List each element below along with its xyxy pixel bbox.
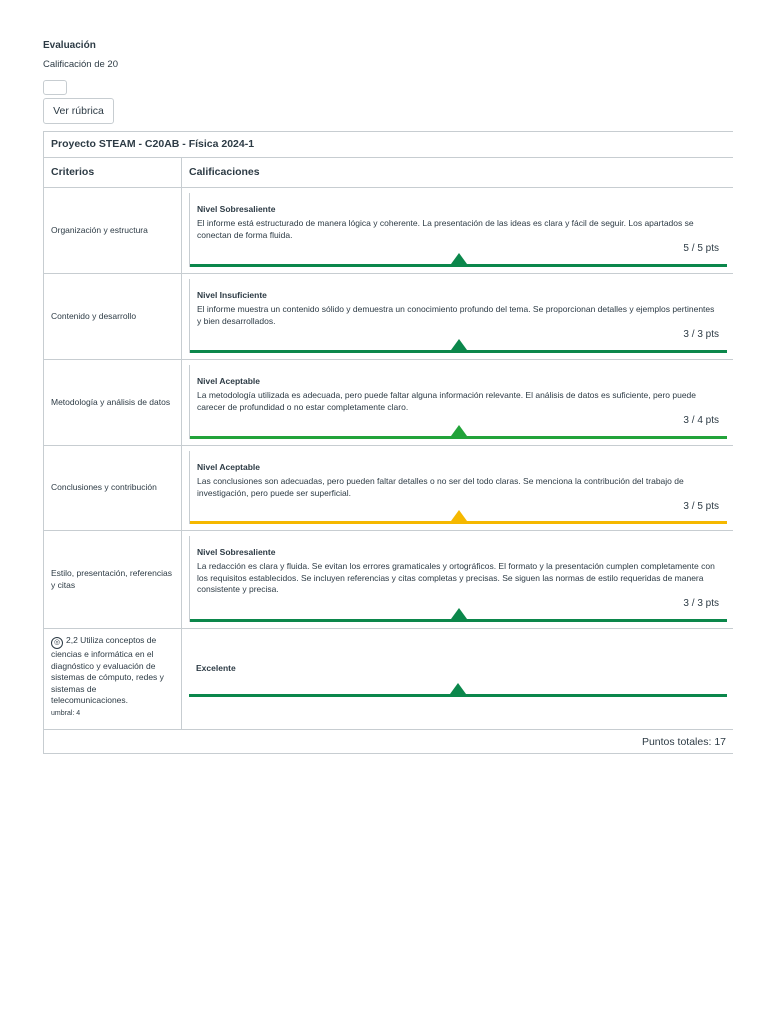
rating-selected-marker-icon: [451, 510, 467, 521]
criterion-name: Conclusiones y contribución: [44, 446, 182, 530]
grade-out-of-label: Calificación de 20: [43, 59, 118, 70]
criterion-row: [43, 188, 733, 274]
rating-description: La metodología utilizada es adecuada, pero puede faltar alguna información relevante. El análisis de datos es suficiente, pero puede carecer de profundidad o no estar completamente claro.: [197, 390, 696, 412]
rating-selected-bar: [190, 436, 727, 439]
view-rubric-button[interactable]: Ver rúbrica: [43, 98, 114, 124]
rating-selected[interactable]: [189, 451, 727, 524]
outcome-criterion: [44, 629, 182, 729]
criterion-row: [43, 446, 733, 531]
criterion-name: Metodología y análisis de datos: [44, 360, 182, 445]
rating-level: Nivel Sobresaliente: [197, 547, 276, 557]
outcome-rating-level: Excelente: [196, 663, 236, 673]
criteria-header: Criterios: [44, 158, 182, 187]
rating-description: Las conclusiones son adecuadas, pero pueden faltar detalles o no ser del todo claras. Se menciona la contribución del trabajo de investigación, pero puede ser superficial.: [197, 476, 684, 498]
rating-description: El informe está estructurado de manera lógica y coherente. La presentación de las ideas es clara y fácil de seguir. Los apartados se conectan de forma fluida.: [197, 218, 694, 240]
rating-description: El informe muestra un contenido sólido y demuestra un conocimiento profundo del tema. Se proporcionan detalles y ejemplos pertinentes y bien desarrollados.: [197, 304, 715, 326]
rating-selected[interactable]: [189, 279, 727, 353]
criterion-row: [43, 360, 733, 446]
rating-selected[interactable]: [189, 365, 727, 439]
outcome-icon: ◎: [51, 637, 63, 649]
rating-points: 3 / 3 pts: [683, 597, 719, 609]
ratings-header: Calificaciones: [189, 166, 260, 178]
criterion-row: [43, 531, 733, 629]
rating-selected[interactable]: [189, 536, 727, 622]
rating-selected-bar: [190, 350, 727, 353]
rating-selected-marker-icon: [451, 339, 467, 350]
outcome-marker-icon: [450, 683, 466, 694]
rating-selected[interactable]: [189, 193, 727, 267]
rating-selected-marker-icon: [451, 608, 467, 619]
outcome-description: 2,2 Utiliza conceptos de ciencias e informática en el diagnóstico y evaluación de sistemas de cómputo, redes y sistemas de telecomunicaciones.: [51, 635, 164, 705]
rubric-title: Proyecto STEAM - C20AB - Física 2024-1: [43, 132, 733, 158]
rating-selected-marker-icon: [451, 253, 467, 264]
rating-selected-bar: [190, 619, 727, 622]
criterion-name: Organización y estructura: [44, 188, 182, 273]
rating-level: Nivel Aceptable: [197, 462, 260, 472]
rating-selected-bar: [190, 264, 727, 267]
grade-input[interactable]: [43, 80, 67, 95]
outcome-rating-bar: [189, 694, 727, 697]
rating-level: Nivel Sobresaliente: [197, 204, 276, 214]
outcome-rating[interactable]: [189, 659, 727, 697]
rating-level: Nivel Aceptable: [197, 376, 260, 386]
rubric-table: [43, 131, 733, 754]
evaluation-title: Evaluación: [43, 40, 96, 51]
rating-points: 5 / 5 pts: [683, 243, 719, 254]
rating-points: 3 / 4 pts: [683, 415, 719, 426]
rating-points: 3 / 3 pts: [683, 329, 719, 340]
outcome-row: [43, 629, 733, 730]
rating-level: Nivel Insuficiente: [197, 290, 267, 300]
criterion-row: [43, 274, 733, 360]
outcome-threshold: umbral: 4: [51, 709, 81, 717]
total-points: Puntos totales: 17: [43, 730, 733, 754]
rating-selected-bar: [190, 521, 727, 524]
rubric-header-row: [43, 158, 733, 188]
criterion-name: Contenido y desarrollo: [44, 274, 182, 359]
criterion-name: Estilo, presentación, referencias y citas: [44, 531, 182, 628]
rating-selected-marker-icon: [451, 425, 467, 436]
rating-points: 3 / 5 pts: [683, 501, 719, 512]
rating-description: La redacción es clara y fluida. Se evitan los errores gramaticales y ortográficos. El formato y la presentación cumplen completamente con los requisitos establecidos. Se incluyen referencias y citas completas y precisas. Se siguen las normas de estilo requeridas de manera consistente y precisa.: [197, 561, 715, 594]
